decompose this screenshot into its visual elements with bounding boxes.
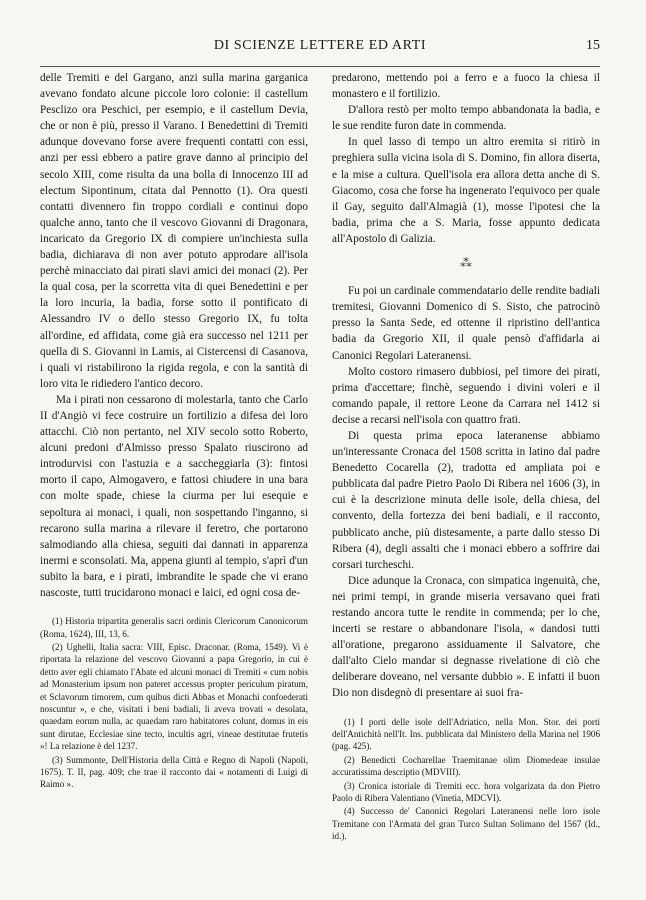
footnote: (2) Ughelli, Italia sacra: VIII, Episc. Draconar. (Roma, 1549). Vi è riportata la relazione del vescovo Giovanni a papa Gregorio, in cui è detto aver egli chiamato l'Abate ed alcuni monaci di Tremiti « cum nobis ad Monasterium ipsum non pateret accessus propter periculum piratum, et Sclavorum timorem, cum quibus dicti Abbas et Monachi confoederati noscuntur », e che, visitati i beni badiali, li aveva trovati « desolata, quaedam eorum nulla, ac quaedam raro habitatores colunt, domus in eis sunt dirutae, Ecclesiae sine tecto, incultis agri, vineae destitutae frutetis »! La relazione è del 1237. <box>40 641 308 752</box>
section-ornament: ⁂ <box>460 256 472 271</box>
body-paragraph: delle Tremiti e del Gargano, anzi sulla marina garganica avevano fondato alcune piccole loro colonie: il castellum Pesclizo ora Peschici, per esempio, e il castellum Devia, che or non è più, presso il Varano. I Benedettini di Tremiti adunque dovevano forse avere frequenti contatti con essi, anzi per essi ebbero a patire grave danno al principio del secolo XIII, come risulta da una bolla di Innocenzo III ad electum Sipontinum, citata dal Pennotto (1). Ora questi contatti divennero fin troppo cordiali e continui dopo qualche anno, tanto che il vescovo Giovanni di Dragonara, incaricato da Gregorio IX di compiere un'inchiesta sulla badia, dichiarava di non aver potuto approdare all'isola perchè minacciato dai pirati slavi amici dei monaci (2). Per la qual cosa, per la scorretta vita di quei Benedettini e per la loro incuria, la badia, forse sotto il pontificato di Alessandro IV o dello stesso Gregorio IX, fu tolta all'ordine, ed affidata, come già era successo nel 1211 per quella di S. Giovanni in Lamis, ai Cistercensi di Casanova, i quali vi ristabilirono la rigida regola, e con la santità di loro vita le ridiedero l'antico decoro. <box>40 72 308 390</box>
footnotes <box>332 716 600 843</box>
right-column <box>332 70 600 844</box>
body-paragraph: D'allora restò per molto tempo abbandonata la badia, e le sue rendite furon date in commenda. <box>332 104 600 133</box>
body-paragraph: Dice adunque la Cronaca, con simpatica ingenuità, che, nei primi tempi, in grande miseria versavano quei frati restando ancora tutte le rendite in commenda; per lo che, incerti se restare o abbandonare l'isola, « dandosi tutti all'oratione, pregarono assiduamente il Salvatore, che dall'alto Cielo mandar si degnasse rivelatione di ciò che deliberare doveano, nel versante dubbio ». E infatti il buon Dio non disdegnò di presentare ai suoi fra- <box>332 574 600 700</box>
running-head <box>40 38 600 58</box>
body-paragraph: In quel lasso di tempo un altro eremita si ritirò in preghiera sulla vicina isola di S. Domino, fin allora diserta, e la mise a cultura. Quell'isola era allora detta anche di S. Giacomo, cosa che forse ha ingenerato l'equivoco per quale il Gay, seguito dall'Almagià (1), mosse l'ipotesi che la badia, prima che a S. Maria, fosse appunto dedicata all'Apostolo di Galizia. <box>332 136 600 245</box>
footnote: (3) Cronica istoriale di Tremiti ecc. hora volgarizata da don Pietro Paolo di Ribera Valentiano (Vinetia, MDCVI). <box>332 780 600 803</box>
body-paragraph: predarono, mettendo poi a ferro e a fuoco la chiesa il monastero e il fortilizio. <box>332 72 600 101</box>
page-number: 15 <box>586 38 600 53</box>
footnote: (4) Successo de' Canonici Regolari Lateranensi nelle loro isole Tremitane con l'Armata del gran Turco Sultan Solimano del 1567 (Id., id.). <box>332 806 600 842</box>
footnotes <box>40 615 308 791</box>
body-paragraph: Di questa prima epoca lateranense abbiamo un'interessante Cronaca del 1508 scritta in latino dal padre Benedetto Cocarella (2), tradotta ed ampliata poi e pubblicata dal padre Pietro Paolo Di Ribera nel 1606 (3), in cui è la descrizione minuta delle isole, della chiesa, del convento, della fortezza dei beni badiali, e il racconto, pubblicato anche, più distesamente, a parte dallo stesso Di Ribera (4), degli assalti che i monaci ebbero a soffrire dai corsari turcheschi. <box>332 429 600 571</box>
header-rule <box>40 66 600 67</box>
footnote: (2) Benedicti Cocharellae Traemitanae olim Diomedeae insulae accuratissima descriptio (MDVIII). <box>332 754 600 778</box>
left-column <box>40 70 308 792</box>
body-paragraph: Molto costoro rimasero dubbiosi, pel timore dei pirati, prima d'accettare; finchè, seguendo i divini voleri e il comando papale, il rettore Leone da Carrara nel 1412 si decise a recarsi nell'isola con quattro frati. <box>332 365 600 426</box>
footnote: (3) Summonte, Dell'Historia della Città e Regno di Napoli (Napoli, 1675). T. II, pag. 409; che trae il racconto dai « notamenti di Luigi di Raimo ». <box>40 754 308 790</box>
footnote: (1) I porti delle isole dell'Adriatico, nella Mon. Stor. dei porti dell'Antichità nell'It. Ins. pubblicata dal Ministero della Marina nel 1906 (pag. 425). <box>332 716 600 752</box>
footnote: (1) Historia tripartita generalis sacri ordinis Clericorum Canonicorum (Roma, 1624), III, 13, 6. <box>40 616 308 639</box>
body-paragraph: Ma i pirati non cessarono di molestarla, tanto che Carlo II d'Angiò vi fece costruire un fortilizio a difesa dei loro attacchi. Ciò non pertanto, nel XIV secolo sotto Roberto, alcuni predoni d'Almisso presso Spalato riuscirono ad introdurvisi con l'astuzia e a saccheggiarla (3): fintosi morto il capo, Almogavero, e fattosi chiudere in una bara con molte spade, chiese la ciurma per lui esequie e sepoltura ai monaci, i quali, non sospettando l'inganno, si recarono sulla marina a rilevare il feretro, che portarono salmodiando alla chiesa, seguiti dai dannati in apparenza inermi e sconsolati. Ma, appena giunti al tempio, s'aprì d'un subito la bara, e i pirati, imbrandite le spade che vi erano nascoste, tutti trucidarono monaci e laici, ed ogni cosa de- <box>40 393 308 599</box>
running-title: DI SCIENZE LETTERE ED ARTI <box>213 38 427 53</box>
body-paragraph: Fu poi un cardinale commendatario delle rendite badiali tremitesi, Giovanni Domenico di S. Sisto, che patrocinò presso la Santa Sede, ed ottenne il ripristino dell'antica badia da Gregorio XII, il quale pensò d'affidarla ai Canonici Regolari Lateranensi. <box>332 285 600 362</box>
